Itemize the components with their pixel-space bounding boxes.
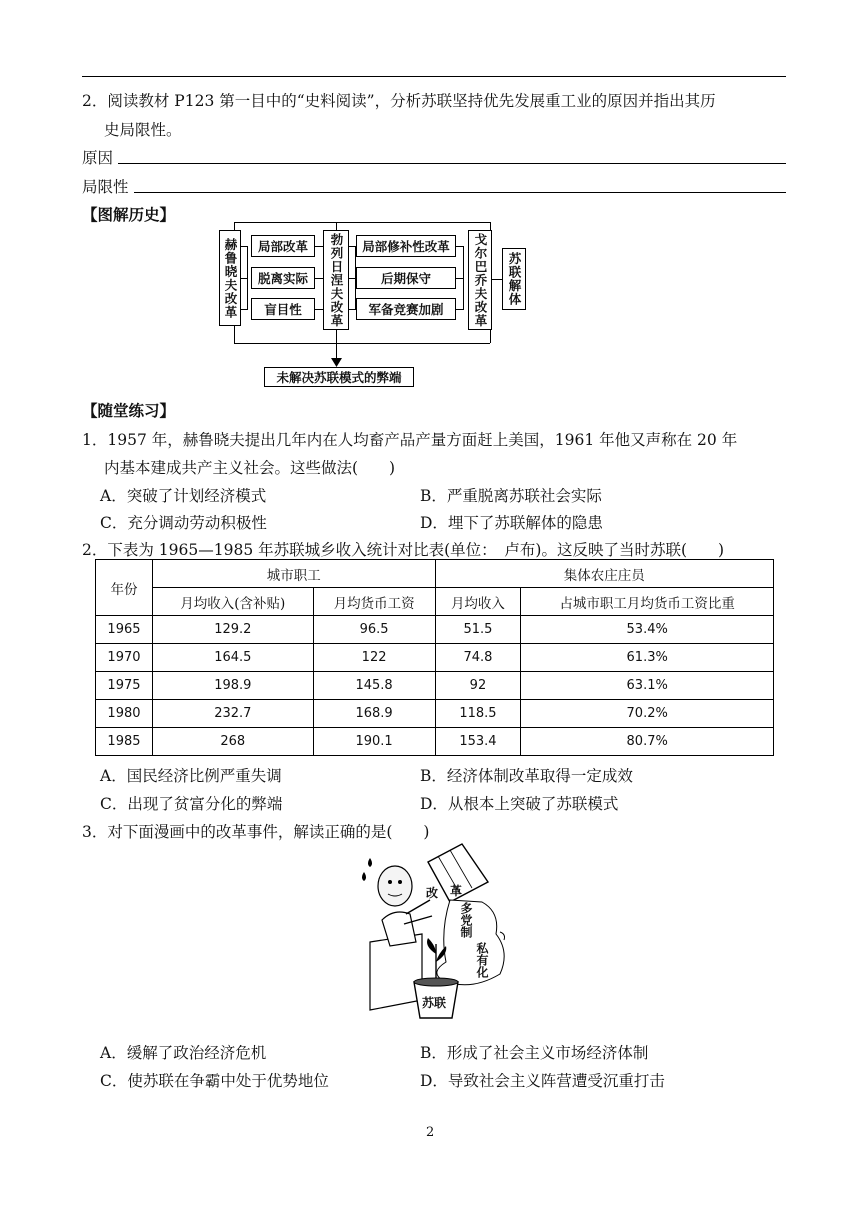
- sub-header: 月均货币工资: [313, 588, 435, 616]
- khrushchev-reform-box: 赫鲁晓夫改革: [219, 230, 241, 326]
- cartoon-label-privatization: 私有化: [475, 942, 489, 978]
- top-rule: [82, 76, 786, 77]
- q3-option-d[interactable]: D．导致社会主义阵营遭受沉重打击: [420, 1072, 665, 1090]
- sub-header: 月均收入: [435, 588, 521, 616]
- table-row: 1975 198.9 145.8 92 63.1%: [96, 672, 774, 700]
- k-item-3: 盲目性: [251, 298, 315, 320]
- sub-header: 占城市职工月均货币工资比重: [521, 588, 774, 616]
- table-row: 1980 232.7 168.9 118.5 70.2%: [96, 700, 774, 728]
- table-row: 1970 164.5 122 74.8 61.3%: [96, 644, 774, 672]
- q1-stem-line2: 内基本建成共产主义社会。这些做法( ): [104, 459, 396, 477]
- k-item-1: 局部改革: [251, 235, 315, 257]
- group-header-farm: 集体农庄庄员: [435, 560, 774, 588]
- diagram-heading: 【图解历史】: [82, 205, 176, 224]
- reason-label: 原因: [82, 149, 114, 167]
- limitation-answer-line[interactable]: [134, 192, 786, 193]
- b-item-3: 军备竞赛加剧: [356, 298, 456, 320]
- year-header: 年份: [96, 560, 153, 616]
- q3-option-c[interactable]: C．使苏联在争霸中处于优势地位: [100, 1072, 329, 1090]
- q3-stem: 3．对下面漫画中的改革事件，解读正确的是( ): [82, 823, 430, 841]
- q1-option-d[interactable]: D．埋下了苏联解体的隐患: [420, 514, 603, 532]
- table-row: 1985 268 190.1 153.4 80.7%: [96, 728, 774, 756]
- practice-heading: 【随堂练习】: [82, 401, 176, 420]
- cartoon-label-ge: 革: [450, 884, 463, 898]
- cartoon-label-gai: 改: [426, 886, 439, 900]
- arrow-down-icon: [331, 358, 342, 367]
- table-row: 1965 129.2 96.5 51.5 53.4%: [96, 616, 774, 644]
- unsolved-drawbacks-box: 未解决苏联模式的弊端: [264, 367, 414, 387]
- q2-option-b[interactable]: B．经济体制改革取得一定成效: [420, 767, 633, 785]
- reading-question-line2: 史局限性。: [104, 121, 182, 139]
- b-item-2: 后期保守: [356, 267, 456, 289]
- reading-question-line1: 2．阅读教材 P123 第一目中的“史料阅读”，分析苏联坚持优先发展重工业的原因并指出其历: [82, 92, 716, 110]
- income-table: [95, 559, 774, 756]
- q2-option-d[interactable]: D．从根本上突破了苏联模式: [420, 795, 619, 813]
- limitation-label: 局限性: [82, 178, 129, 196]
- cartoon-label-multiparty: 多党制: [459, 902, 473, 938]
- q2-stem: 2．下表为 1965—1985 年苏联城乡收入统计对比表(单位： 卢布)。这反映了当时苏联( ): [82, 541, 725, 559]
- reform-cartoon: [350, 842, 510, 1020]
- q1-option-a[interactable]: A．突破了计划经济模式: [100, 487, 267, 505]
- q1-stem-line1: 1．1957 年，赫鲁晓夫提出几年内在人均畜产品产量方面赶上美国，1961 年他又声称在 20 年: [82, 431, 738, 449]
- q1-option-b[interactable]: B．严重脱离苏联社会实际: [420, 487, 602, 505]
- group-header-urban: 城市职工: [152, 560, 435, 588]
- sub-header: 月均收入(含补贴): [152, 588, 313, 616]
- q2-option-a[interactable]: A．国民经济比例严重失调: [100, 767, 282, 785]
- q3-option-a[interactable]: A．缓解了政治经济危机: [100, 1044, 267, 1062]
- reason-answer-line[interactable]: [118, 163, 786, 164]
- q3-option-b[interactable]: B．形成了社会主义市场经济体制: [420, 1044, 649, 1062]
- b-item-1: 局部修补性改革: [356, 235, 456, 257]
- cartoon-label-ussr: 苏联: [422, 996, 447, 1010]
- q2-option-c[interactable]: C．出现了贫富分化的弊端: [100, 795, 283, 813]
- q1-option-c[interactable]: C．充分调动劳动积极性: [100, 514, 267, 532]
- k-item-2: 脱离实际: [251, 267, 315, 289]
- brezhnev-reform-box: 勃列日涅夫改革: [323, 230, 349, 330]
- soviet-dissolution-box: 苏联解体: [502, 248, 526, 310]
- page-number: 2: [426, 1125, 435, 1140]
- gorbachev-reform-box: 戈尔巴乔夫改革: [468, 230, 492, 330]
